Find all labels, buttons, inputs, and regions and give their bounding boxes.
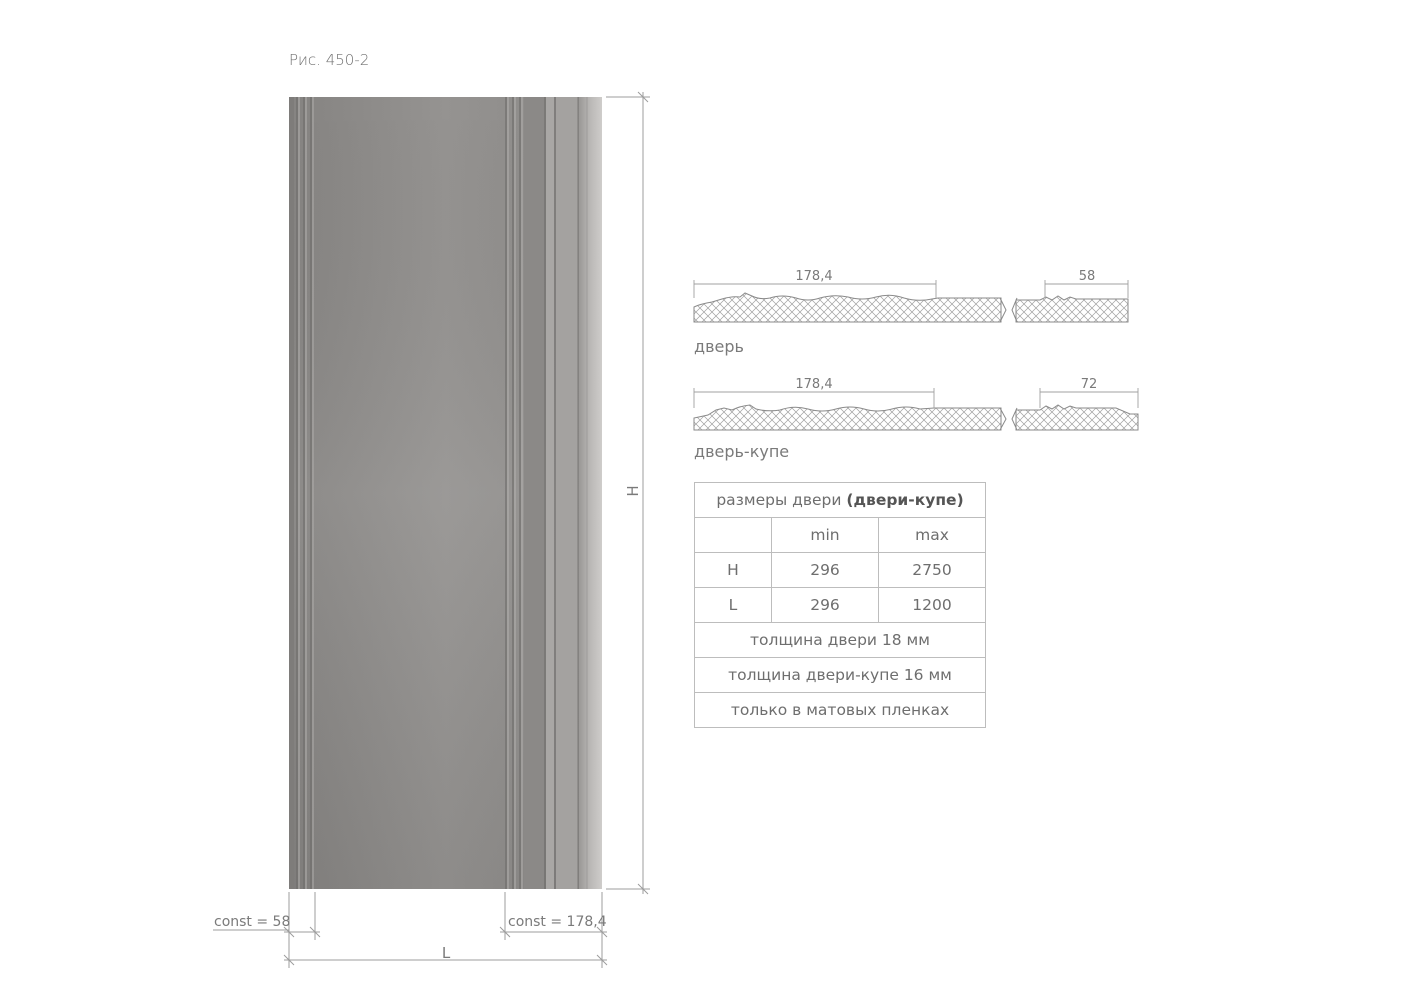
figure-title: Рис. 450-2 [289, 51, 370, 69]
row-min: 296 [772, 588, 879, 623]
sliding-door-profile [694, 388, 1138, 430]
table-row [695, 553, 986, 588]
col-min: min [772, 518, 879, 553]
sliding-wide-dim: 178,4 [795, 377, 833, 392]
row-name: H [695, 553, 772, 588]
door-wide-dim: 178,4 [795, 269, 833, 284]
table-corner-cell [695, 518, 772, 553]
note-matte-films: только в матовых пленках [695, 693, 986, 728]
table-header-text: размеры двери [716, 491, 842, 509]
table-header-bold: (двери-купе) [846, 491, 964, 509]
sliding-narrow-dim: 72 [1080, 377, 1098, 392]
col-max: max [879, 518, 986, 553]
bottom-dimensions [213, 892, 607, 968]
right-const-label: const = 178,4 [508, 914, 607, 930]
door-panel [289, 97, 602, 889]
row-max: 2750 [879, 553, 986, 588]
table-row [695, 588, 986, 623]
table-header-row [695, 483, 986, 518]
table-note-row [695, 693, 986, 728]
width-label: L [441, 944, 451, 962]
door-profile-label: дверь [694, 337, 744, 356]
table-columns-row [695, 518, 986, 553]
door-narrow-dim: 58 [1078, 269, 1096, 284]
table-header [695, 483, 986, 518]
table-note-row [695, 658, 986, 693]
row-max: 1200 [879, 588, 986, 623]
door-profile [694, 280, 1128, 322]
table-note-row [695, 623, 986, 658]
note-door-thickness: толщина двери 18 мм [695, 623, 986, 658]
dimensions-table [694, 482, 986, 728]
row-name: L [695, 588, 772, 623]
height-label: H [624, 485, 642, 497]
sliding-door-profile-label: дверь-купе [694, 442, 790, 461]
left-const-label: const = 58 [214, 914, 291, 930]
row-min: 296 [772, 553, 879, 588]
note-sliding-thickness: толщина двери-купе 16 мм [695, 658, 986, 693]
